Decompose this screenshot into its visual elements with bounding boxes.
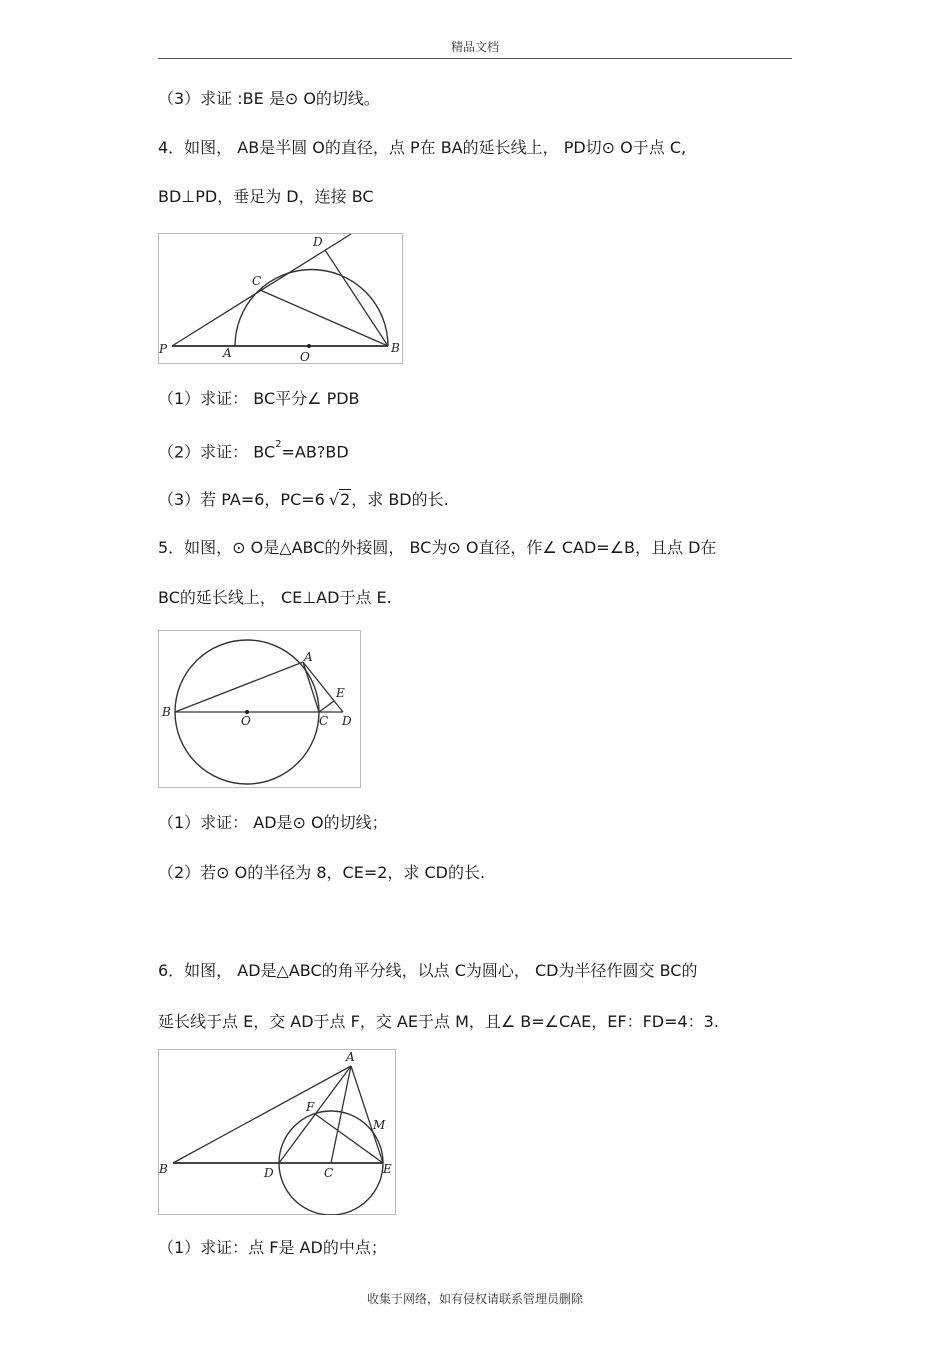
figure-problem4 (158, 233, 403, 364)
fig4-label-c: C (252, 274, 262, 288)
problem6-statement-line2: 延长线于点 E，交 AD于点 F，交 AE于点 M，且∠ B=∠CAE，EF：FD=4：3. (158, 1012, 719, 1031)
fig5-label-e: E (336, 686, 345, 700)
header-rule (158, 58, 792, 59)
fig4-label-b: B (391, 341, 400, 355)
fig4-label-d: D (313, 235, 323, 249)
fig4-label-p: P (159, 342, 168, 356)
problem4-part1: （1）求证： BC平分∠ PDB (158, 389, 360, 408)
problem3-part3: （3）求证 :BE 是⊙ O的切线。 (158, 89, 380, 108)
problem6-part1: （1）求证：点 F是 AD的中点； (158, 1238, 387, 1257)
problem5-part2: （2）若⊙ O的半径为 8，CE=2，求 CD的长. (158, 863, 486, 882)
problem4-statement-line1: 4．如图， AB是半圆 O的直径，点 P在 BA的延长线上， PD切⊙ O于点 C, (158, 138, 687, 157)
fig6-label-c: C (324, 1166, 334, 1180)
problem4-part2: （2）求证： $BC^2=AB?BD$ (158, 439, 349, 462)
problem5-part1: （1）求证： AD是⊙ O的切线； (158, 813, 388, 832)
problem5-statement-line2: BC的延长线上， CE⊥AD于点 E. (158, 588, 392, 607)
fig6-label-d: D (264, 1166, 274, 1180)
fig5-label-b: B (162, 705, 171, 719)
page-footer: 收集于网络，如有侵权请联系管理员删除 (366, 1292, 583, 1306)
fig6-label-f: F (306, 1100, 315, 1114)
fig5-label-d: D (342, 714, 352, 728)
fig4-label-o: O (300, 350, 310, 364)
figure-problem5 (158, 630, 361, 788)
fig6-label-a: A (346, 1050, 355, 1064)
fig6-label-e: E (383, 1162, 392, 1176)
page-header: 精品文档 (450, 40, 499, 54)
fig6-label-m: M (373, 1118, 386, 1132)
fig6-label-b: B (159, 1162, 168, 1176)
problem4-part3: （3）若 PA=6，PC=6 √2，求 BD的长. (158, 490, 449, 509)
fig5-label-c: C (319, 714, 329, 728)
fig5-label-o: O (241, 714, 251, 728)
fig5-label-a: A (304, 650, 313, 664)
fig4-label-a: A (223, 346, 232, 360)
sqrt-symbol: √2 (328, 490, 351, 509)
figure-problem6 (158, 1049, 396, 1215)
problem5-statement-line1: 5．如图，⊙ O是△ABC的外接圆， BC为⊙ O直径，作∠ CAD=∠B，且点 D在 (158, 538, 717, 557)
problem4-statement-line2: BD⊥PD，垂足为 D，连接 BC (158, 187, 374, 206)
problem6-statement-line1: 6．如图， AD是△ABC的角平分线，以点 C为圆心， CD为半径作圆交 BC的 (158, 961, 698, 980)
